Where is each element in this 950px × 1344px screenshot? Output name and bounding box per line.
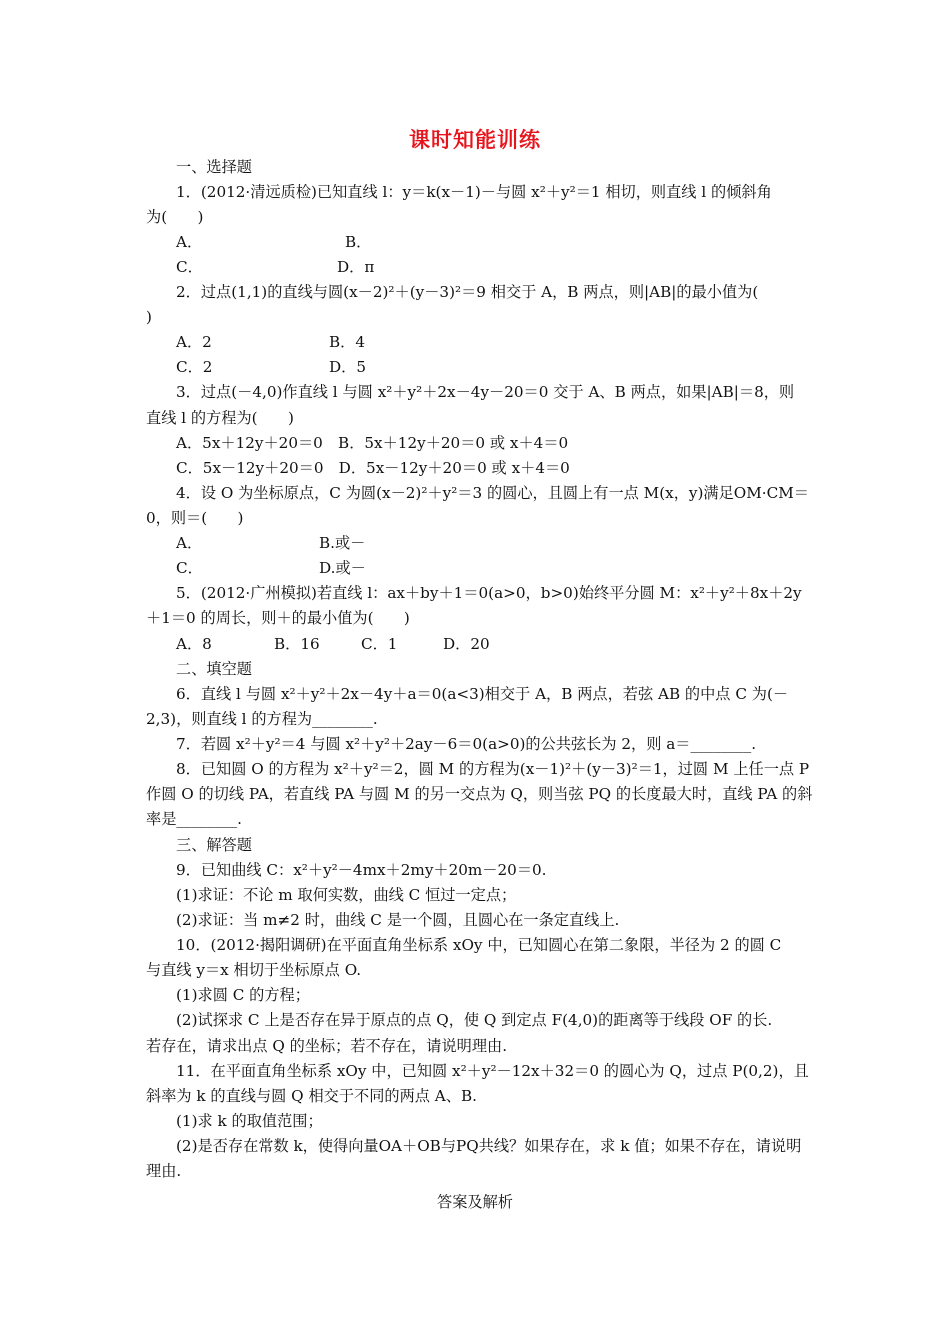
page-title: 课时知能训练 [409,128,541,152]
question-7-line-1: 7．若圆 x²＋y²＝4 与圆 x²＋y²＋2ay－6＝0(a>0)的公共弦长为 2，则 a＝________. [176,735,757,753]
question-2-option-c: C．2 [176,358,213,376]
question-2-option-b: B．4 [329,333,366,351]
question-2-line-2: ) [146,308,152,326]
question-5-option-d: D．20 [443,635,490,653]
question-8-line-1: 8．已知圆 O 的方程为 x²＋y²＝2，圆 M 的方程为(x－1)²＋(y－3)²＝1，过圆 M 上任一点 P [176,760,810,778]
question-11-line-5: 理由. [146,1162,182,1180]
question-2-line-1: 2．过点(1,1)的直线与圆(x－2)²＋(y－3)²＝9 相交于 A，B 两点，则|AB|的最小值为( [176,283,759,301]
question-2-option-d: D．5 [329,358,367,376]
question-11-line-4: (2)是否存在常数 k，使得向量OA＋OB与PQ共线？如果存在，求 k 值；如果不存在，请说明 [176,1137,802,1155]
section-heading-choice: 一、选择题 [176,158,252,176]
question-11-line-3: (1)求 k 的取值范围； [176,1112,323,1130]
question-4-line-2: 0，则＝( ) [146,509,244,527]
question-3-options-cd: C．5x－12y＋20＝0 D．5x－12y＋20＝0 或 x＋4＝0 [176,459,570,477]
question-6-line-2: 2,3)，则直线 l 的方程为________. [146,710,378,728]
question-3-options-ab: A．5x＋12y＋20＝0 B．5x＋12y＋20＝0 或 x＋4＝0 [176,434,569,452]
question-1-line-1: 1．(2012·清远质检)已知直线 l：y＝k(x－1)－与圆 x²＋y²＝1 相切，则直线 l 的倾斜角 [176,183,772,201]
question-5-option-c: C．1 [361,635,398,653]
question-4-option-a: A． [176,534,203,552]
question-11-line-1: 11．在平面直角坐标系 xOy 中，已知圆 x²＋y²－12x＋32＝0 的圆心为 Q，过点 P(0,2)，且 [176,1062,809,1080]
question-9-line-2: (1)求证：不论 m 取何实数，曲线 C 恒过一定点； [176,886,517,904]
question-5-option-b: B．16 [274,635,320,653]
question-5-line-1: 5．(2012·广州模拟)若直线 l：ax＋by＋1＝0(a>0，b>0)始终平分圆 M：x²＋y²＋8x＋2y [176,584,802,602]
question-1-option-d: D．π [337,258,375,276]
section-heading-fill: 二、填空题 [176,660,252,678]
answers-heading: 答案及解析 [437,1193,513,1211]
question-10-line-2: 与直线 y＝x 相切于坐标原点 O. [146,961,362,979]
question-5-option-a: A．8 [176,635,212,653]
section-heading-solve: 三、解答题 [176,836,252,854]
question-1-option-b: B． [345,233,372,251]
question-2-option-a: A．2 [176,333,212,351]
question-11-line-2: 斜率为 k 的直线与圆 Q 相交于不同的两点 A、B. [146,1087,477,1105]
question-8-line-2: 作圆 O 的切线 PA，若直线 PA 与圆 M 的另一交点为 Q，则当弦 PQ 的长度最大时，直线 PA 的斜 [146,785,813,803]
question-1-option-c: C． [176,258,203,276]
question-3-line-2: 直线 l 的方程为( ) [146,409,294,427]
question-3-line-1: 3．过点(－4,0)作直线 l 与圆 x²＋y²＋2x－4y－20＝0 交于 A、B 两点，如果|AB|＝8，则 [176,383,795,401]
question-6-line-1: 6．直线 l 与圆 x²＋y²＋2x－4y＋a＝0(a<3)相交于 A，B 两点，若弦 AB 的中点 C 为(－ [176,685,789,703]
question-1-line-2: 为( ) [146,208,204,226]
question-10-line-1: 10．(2012·揭阳调研)在平面直角坐标系 xOy 中，已知圆心在第二象限，半径为 2 的圆 C [176,936,782,954]
question-4-option-c: C． [176,559,203,577]
question-4-option-b: B.或－ [319,534,366,552]
question-5-line-2: ＋1＝0 的周长，则＋的最小值为( ) [146,609,410,627]
question-1-option-a: A． [176,233,203,251]
question-10-line-3: (1)求圆 C 的方程； [176,986,310,1004]
question-9-line-3: (2)求证：当 m≠2 时，曲线 C 是一个圆，且圆心在一条定直线上. [176,911,620,929]
question-9-line-1: 9．已知曲线 C：x²＋y²－4mx＋2my＋20m－20＝0. [176,861,547,879]
question-10-line-4: (2)试探求 C 上是否存在异于原点的点 Q，使 Q 到定点 F(4,0)的距离等于线段 OF 的长. [176,1011,773,1029]
question-4-option-d: D.或－ [319,559,366,577]
question-8-line-3: 率是________. [146,810,242,828]
question-4-line-1: 4．设 O 为坐标原点，C 为圆(x－2)²＋y²＝3 的圆心，且圆上有一点 M(x，y)满足OM·CM＝ [176,484,809,502]
question-10-line-5: 若存在，请求出点 Q 的坐标；若不存在，请说明理由. [146,1037,508,1055]
